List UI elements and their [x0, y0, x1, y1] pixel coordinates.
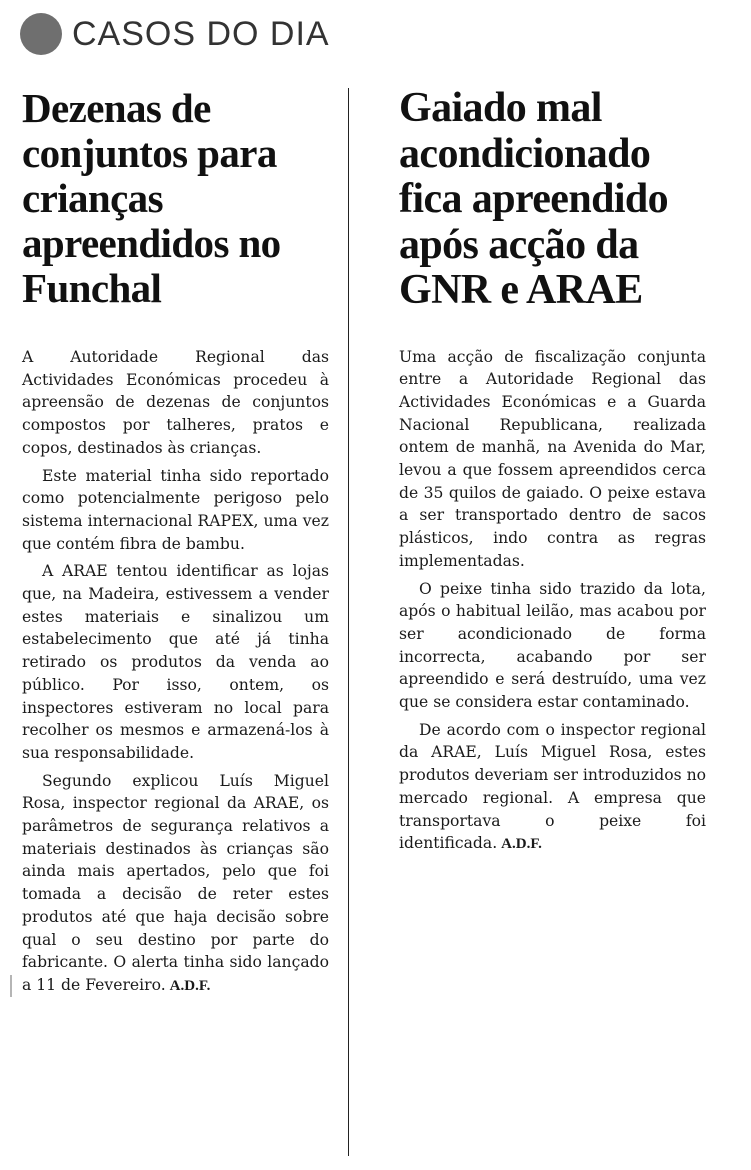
article-headline: Dezenas de conjuntos para crianças apreendidos no Funchal: [22, 85, 281, 311]
paragraph-text: De acordo com o inspector regional da ARAE, Luís Miguel Rosa, estes produtos deveriam ser introduzidos no mercado regional. A empresa que transportava o peixe foi identificada.: [399, 720, 706, 853]
article-paragraph: A Autoridade Regional das Actividades Económicas procedeu à apreensão de dezenas de conjuntos compostos por talheres, pratos e copos, destinados às crianças.: [22, 348, 329, 457]
article-body: [399, 346, 706, 856]
section-dot-icon: [20, 13, 62, 55]
article-headline: Gaiado mal acondicionado fica apreendido após acção da GNR e ARAE: [399, 85, 669, 313]
article-gaiado: [399, 86, 706, 861]
margin-mark: [10, 975, 12, 997]
article-paragraph: [399, 719, 706, 856]
article-paragraph: O peixe tinha sido trazido da lota, após o habitual leilão, mas acabou por ser acondicionado de forma incorrecta, acabando por ser apreendido e será destruído, uma vez que se considera estar contaminado.: [399, 579, 706, 712]
article-paragraph: Este material tinha sido reportado como potencialmente perigoso pelo sistema internacional RAPEX, uma vez que contém fibra de bambu.: [22, 466, 329, 553]
column-divider: [348, 88, 349, 1156]
article-paragraph: A ARAE tentou identificar as lojas que, na Madeira, estivessem a vender estes materiais e sinalizou um estabelecimento que até já tinha retirado os produtos da venda ao público. Por isso, ontem, os inspectores estiveram no local para recolher os mesmos e armazená-los à sua responsabilidade.: [22, 562, 329, 762]
article-funchal: [22, 86, 329, 1003]
paragraph-text: Segundo explicou Luís Miguel Rosa, inspector regional da ARAE, os parâmetros de segurança relativos a materiais destinados às crianças são ainda mais apertados, pelo que foi tomada a decisão de reter estes produtos até que haja decisão sobre qual o seu destino por parte do fabricante. O alerta tinha sido lançado a 11 de Fevereiro.: [22, 771, 329, 994]
article-byline: A.D.F.: [501, 836, 542, 853]
article-body: [22, 346, 329, 998]
article-paragraph: [22, 770, 329, 998]
section-header: [20, 10, 330, 58]
article-byline: A.D.F.: [169, 977, 211, 994]
article-paragraph: Uma acção de fiscalização conjunta entre a Autoridade Regional das Actividades Económicas e a Guarda Nacional Republicana, realizada ontem de manhã, na Avenida do Mar, levou a que fossem apreendidos cerca de 35 quilos de gaiado. O peixe estava a ser transportado dentro de sacos plásticos, indo contra as regras implementadas.: [399, 347, 706, 570]
section-title: CASOS DO DIA: [72, 14, 330, 53]
